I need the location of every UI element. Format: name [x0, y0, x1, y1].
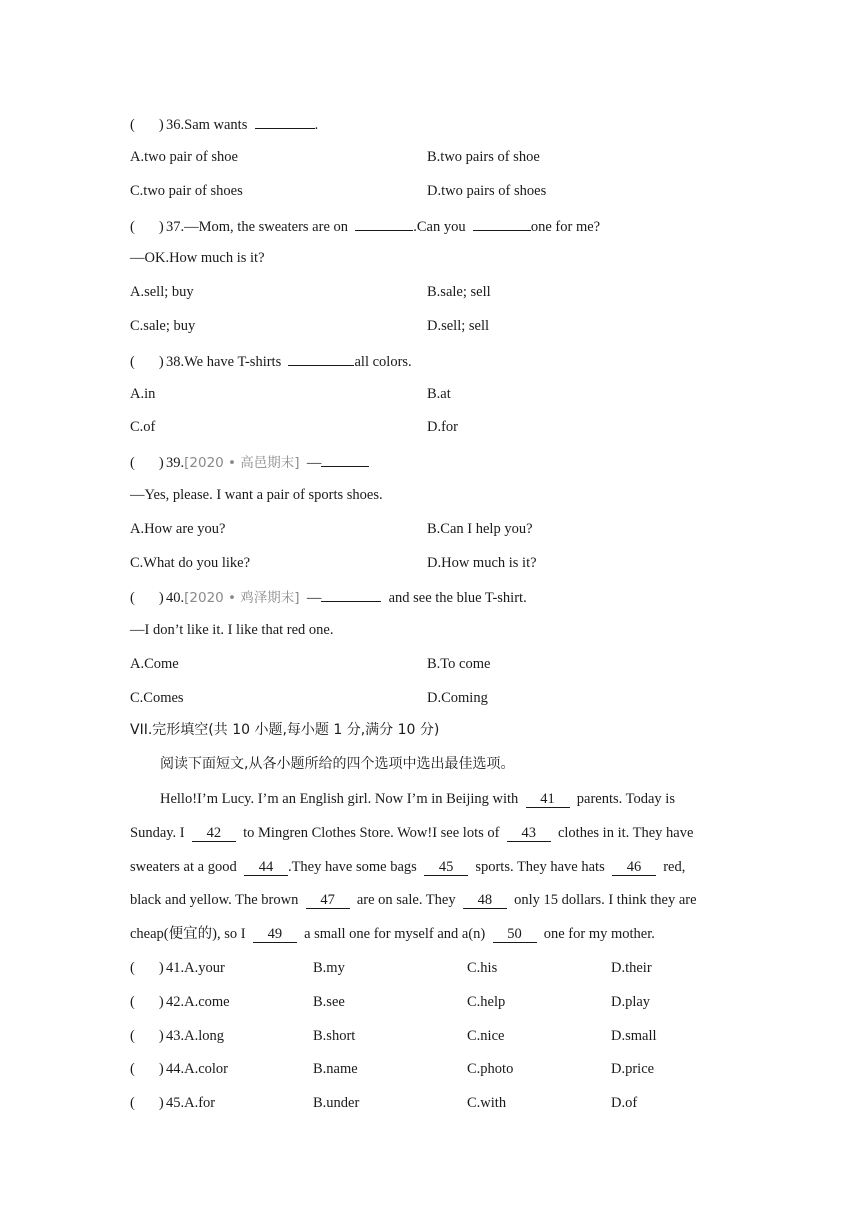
question-number: 41. — [166, 960, 185, 976]
option-b: B.two pairs of shoe — [427, 149, 540, 165]
paren-open: ( — [130, 960, 135, 976]
option-a: A.color — [184, 1061, 229, 1078]
option-a: A.two pair of shoe — [130, 149, 238, 165]
question-number: 42. — [166, 993, 185, 1010]
option-a: A.come — [184, 993, 230, 1010]
option-d: D.sell; sell — [427, 318, 490, 334]
answer-blank[interactable] — [288, 351, 354, 366]
option-a: A.in — [130, 386, 156, 402]
question-number: 44. — [166, 1061, 185, 1078]
cloze-question — [130, 1060, 228, 1078]
dialogue-reply: —I don’t like it. I like that red one. — [130, 622, 334, 638]
cloze-question — [130, 1027, 224, 1045]
option-a: A.sell; buy — [130, 284, 194, 300]
option-d: D.price — [611, 1061, 655, 1078]
option-b: B.name — [313, 1061, 358, 1078]
option-d: D.How much is it? — [427, 555, 537, 571]
answer-blank[interactable] — [321, 452, 369, 467]
cloze-blank-44: 44 — [244, 859, 288, 876]
cloze-blank-41: 41 — [526, 791, 570, 808]
question-36: ( ) 36.Sam wants . — [130, 114, 318, 134]
option-b: B.under — [313, 1095, 360, 1112]
option-a: A.for — [184, 1095, 216, 1112]
answer-blank[interactable] — [355, 216, 413, 231]
question-number: 40. — [166, 590, 185, 606]
paren-open: ( — [130, 993, 135, 1010]
cloze-blank-49: 49 — [253, 926, 297, 943]
question-39: ( ) 39.[2020 • 高邑期末] — — [130, 452, 369, 472]
option-c: C.with — [467, 1095, 507, 1112]
option-c: C.Comes — [130, 690, 184, 706]
question-number: 36. — [166, 117, 185, 133]
question-number: 45. — [166, 1095, 185, 1112]
paren-close: ) — [158, 1027, 164, 1044]
option-d: D.for — [427, 419, 459, 435]
answer-blank[interactable] — [321, 587, 381, 602]
passage-line: Hello!I’m Lucy. I’m an English girl. Now I’m in Beijing with 41 parents. Today is — [160, 791, 675, 807]
answer-blank[interactable] — [473, 216, 531, 231]
paren-close: ) — [158, 960, 164, 976]
option-d: D.play — [611, 993, 651, 1010]
paren-open: ( — [130, 1027, 135, 1044]
option-c: C.photo — [467, 1061, 514, 1078]
paren-close: ) — [158, 993, 164, 1010]
passage-line: Sunday. I 42 to Mingren Clothes Store. Wow!I see lots of 43 clothes in it. They have — [130, 825, 694, 841]
option-b: B.Can I help you? — [427, 521, 533, 537]
option-c: C.What do you like? — [130, 555, 251, 571]
option-c: C.nice — [467, 1027, 505, 1044]
option-c: C.his — [467, 960, 498, 976]
paren-close: ) — [158, 1095, 164, 1112]
cloze-blank-48: 48 — [463, 892, 507, 909]
question-text: Sam wants — [184, 117, 248, 133]
option-d: D.of — [611, 1095, 638, 1112]
source-tag: [2020 • 鸡泽期末] — [184, 590, 300, 606]
option-c: C.of — [130, 419, 156, 435]
option-b: B.see — [313, 993, 345, 1010]
paren-open: ( — [130, 1061, 135, 1078]
paren-close: ) — [158, 1061, 164, 1078]
option-a: A.your — [184, 960, 225, 976]
dialogue-reply: —OK.How much is it? — [130, 250, 265, 266]
question-number: 37. — [166, 219, 185, 235]
question-40: ( ) 40.[2020 • 鸡泽期末] — and see the blue T-shirt. — [130, 587, 527, 607]
paren-open: ( — [130, 1095, 135, 1112]
option-d: D.their — [611, 960, 652, 976]
cloze-question — [130, 993, 230, 1011]
cloze-blank-42: 42 — [192, 825, 236, 842]
section-heading: VII.完形填空(共 10 小题,每小题 1 分,满分 10 分) — [130, 722, 440, 738]
cloze-blank-46: 46 — [612, 859, 656, 876]
option-b: B.at — [427, 386, 451, 402]
section-instruction: 阅读下面短文,从各小题所给的四个选项中选出最佳选项。 — [160, 756, 515, 772]
cloze-blank-43: 43 — [507, 825, 551, 842]
question-number: 38. — [166, 354, 185, 370]
cloze-question — [130, 1094, 215, 1112]
option-c: C.two pair of shoes — [130, 183, 243, 199]
option-b: B.To come — [427, 656, 491, 672]
answer-blank[interactable] — [255, 114, 315, 129]
option-b: B.short — [313, 1027, 356, 1044]
option-d: D.Coming — [427, 690, 488, 706]
cloze-blank-50: 50 — [493, 926, 537, 943]
option-d: D.two pairs of shoes — [427, 183, 547, 199]
question-number: 43. — [166, 1027, 185, 1044]
passage-line: black and yellow. The brown 47 are on sale. They 48 only 15 dollars. I think they are — [130, 892, 697, 908]
option-c: C.help — [467, 993, 506, 1010]
question-38: ( ) 38.We have T-shirts all colors. — [130, 351, 412, 371]
question-number: 39. — [166, 455, 185, 471]
source-tag: [2020 • 高邑期末] — [184, 455, 300, 471]
option-a: A.Come — [130, 656, 179, 672]
question-37: ( ) 37.—Mom, the sweaters are on .Can you one for me? — [130, 216, 600, 236]
dialogue-reply: —Yes, please. I want a pair of sports shoes. — [130, 487, 383, 503]
cloze-question — [130, 959, 225, 977]
option-a: A.How are you? — [130, 521, 226, 537]
passage-line: cheap(便宜的), so I 49 a small one for myself and a(n) 50 one for my mother. — [130, 926, 655, 942]
option-a: A.long — [184, 1027, 224, 1044]
cloze-blank-45: 45 — [424, 859, 468, 876]
cloze-blank-47: 47 — [306, 892, 350, 909]
option-b: B.my — [313, 960, 345, 976]
option-b: B.sale; sell — [427, 284, 491, 300]
option-d: D.small — [611, 1027, 657, 1044]
option-c: C.sale; buy — [130, 318, 196, 334]
passage-line: sweaters at a good 44 .They have some bags 45 sports. They have hats 46 red, — [130, 859, 686, 875]
